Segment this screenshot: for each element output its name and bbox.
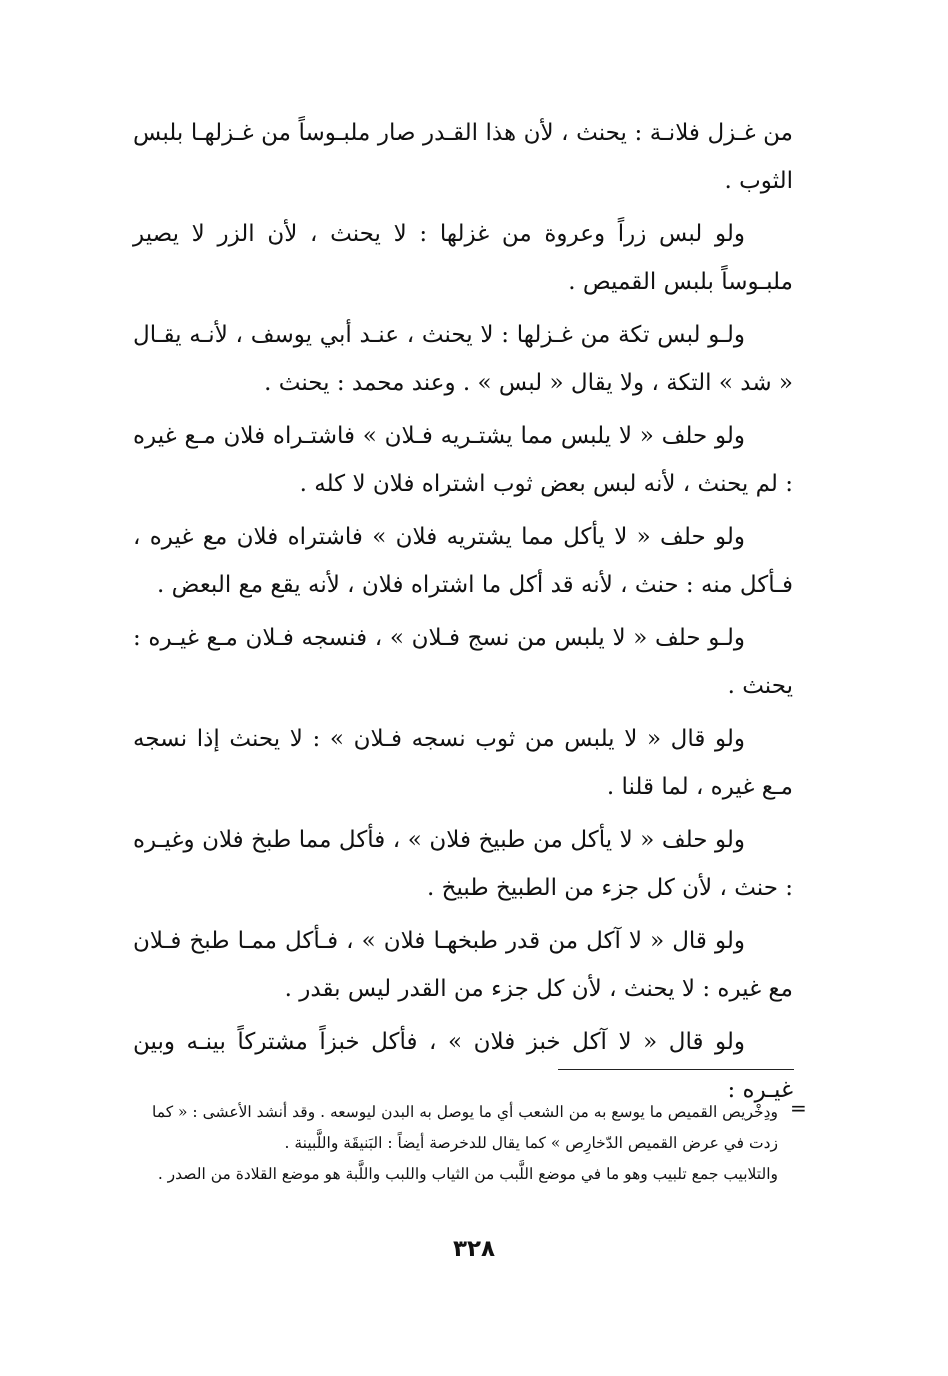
paragraph: من غـزل فلانـة : يحنث ، لأن هذا القـدر صار ملبـوساً من غـزلهـا بلبس الثوب . [133, 120, 793, 194]
paragraph: ولو لبس زراً وعروة من غزلها : لا يحنث ، لأن الزر لا يصير ملبـوساً بلبس القميص . [133, 221, 793, 295]
footnote-block [140, 1097, 778, 1190]
paragraph: ولو قال « لا يلبس من ثوب نسجه فـلان » : لا يحنث إذا نسجه مـع غيره ، لما قلنا . [133, 726, 793, 800]
paragraph: ولـو لبس تكة من غـزلها : لا يحنث ، عنـد أبي يوسف ، لأنـه يقـال « شد » التكة ، ولا يقال « لبس » . وعند محمد : يحنث . [133, 322, 793, 396]
paragraph: ولـو حلف « لا يلبس من نسج فـلان » ، فنسجه فـلان مـع غيـره : يحنث . [133, 625, 793, 699]
footnote-divider [558, 1069, 794, 1070]
footnote-line: زدت في عرض القميص الدّخارِص » كما يقال للدخرصة أيضاً : البَنيقَة واللَّبينة . [284, 1134, 778, 1152]
paragraph: ولو حلف « لا يأكل مما يشتريه فلان » فاشتراه فلان مع غيره ، فـأكل منه : حنث ، لأنه قد أكل ما اشتراه فلان ، لأنه يقع مع البعض . [133, 524, 793, 598]
footnote-line: والتلابيب جمع تلبيب وهو ما في موضع اللَّبب من الثياب واللبب واللَّبة هو موضع القلادة من الصدر . [157, 1165, 778, 1183]
paragraph: ولو حلف « لا يلبس مما يشتـريه فـلان » فاشتـراه فلان مـع غيره : لم يحنث ، لأنه لبس بعض ثوب اشتراه فلان لا كله . [133, 423, 793, 497]
paragraph: ولو قال « لا آكل من قدر طبخهـا فلان » ، فـأكل ممـا طبخ فـلان مع غيره : لا يحنث ، لأن كل جزء من القدر ليس بقدر . [133, 928, 793, 1002]
footnote-line: ودِخْريص القميص ما يوسع به من الشعب أي ما يوصل به البدن ليوسعه . وقد أنشد الأعشى : « كما [152, 1103, 778, 1121]
page-number: ٣٢٨ [452, 1236, 496, 1262]
main-text-body [133, 110, 793, 1120]
footnote-continuation-mark: = [790, 1096, 807, 1120]
paragraph: ولو قال « لا آكل خبز فلان » ، فأكل خبزاً مشتركاً بينـه وبين غيـره : [133, 1029, 793, 1103]
paragraph: ولو حلف « لا يأكل من طبيخ فلان » ، فأكل مما طبخ فلان وغيـره : حنث ، لأن كل جزء من الطبيخ طبيخ . [133, 827, 793, 901]
